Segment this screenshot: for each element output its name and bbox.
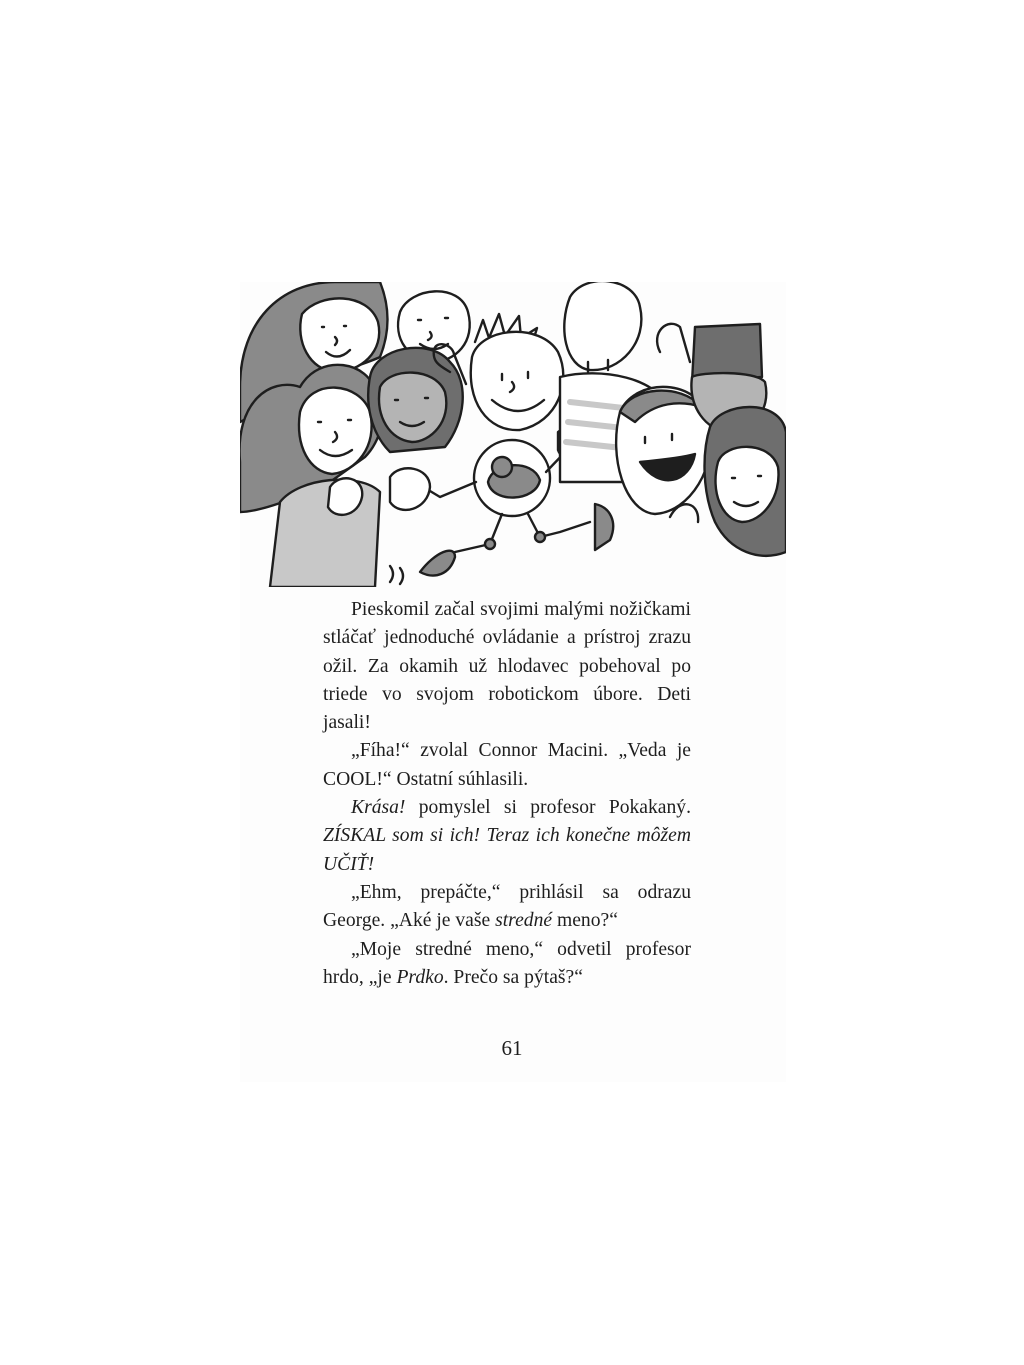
paragraph-3-plain: pomyslel si profesor Pokakaný. bbox=[405, 797, 691, 819]
paragraph-4-b: meno?“ bbox=[552, 910, 618, 932]
paragraph-5 bbox=[323, 936, 691, 993]
paragraph-4 bbox=[323, 879, 691, 936]
paragraph-1: Pieskomil začal svojimi malými nožičkami stláčať jednoduché ovládanie a prístroj zrazu ožil. Za okamih už hlodavec pobehoval po triede vo svojom robotickom úbore. Deti jasali! bbox=[323, 599, 691, 734]
robot-foot-left bbox=[420, 551, 455, 576]
curly-girl-body bbox=[270, 480, 380, 587]
clasped-hands bbox=[328, 478, 362, 515]
page-number: 61 bbox=[501, 1036, 523, 1060]
main-boy-face bbox=[471, 332, 564, 430]
paragraph-2: „Fíha!“ zvolal Connor Macini. „Veda je COOL!“ Ostatní súhlasili. bbox=[323, 740, 691, 790]
boy-right-face bbox=[564, 282, 641, 370]
raised-hand bbox=[657, 324, 690, 362]
robot-claw-left bbox=[390, 468, 430, 510]
paragraph-3-italic-a: Krása! bbox=[351, 797, 406, 819]
children-crowd-illustration bbox=[240, 282, 786, 587]
paragraph-3 bbox=[323, 794, 691, 879]
story-text bbox=[323, 596, 691, 992]
paragraph-4-a: „Ehm, prepáčte,“ prihlásil sa odrazu George. „Aké je vaše bbox=[323, 881, 691, 932]
robot-foot-right bbox=[595, 504, 613, 550]
paragraph-4-italic: stredné bbox=[495, 910, 553, 932]
paragraph-5-b: . Prečo sa pýtaš?“ bbox=[443, 966, 583, 988]
paragraph-3-italic-b: ZÍSKAL som si ich! Teraz ich konečne môžem UČIŤ! bbox=[323, 825, 691, 875]
paragraph-5-a: „Moje stredné meno,“ odvetil profesor hrdo, „je bbox=[323, 938, 691, 988]
paragraph-5-italic: Prdko bbox=[396, 966, 444, 988]
girl-face-left bbox=[300, 298, 379, 372]
